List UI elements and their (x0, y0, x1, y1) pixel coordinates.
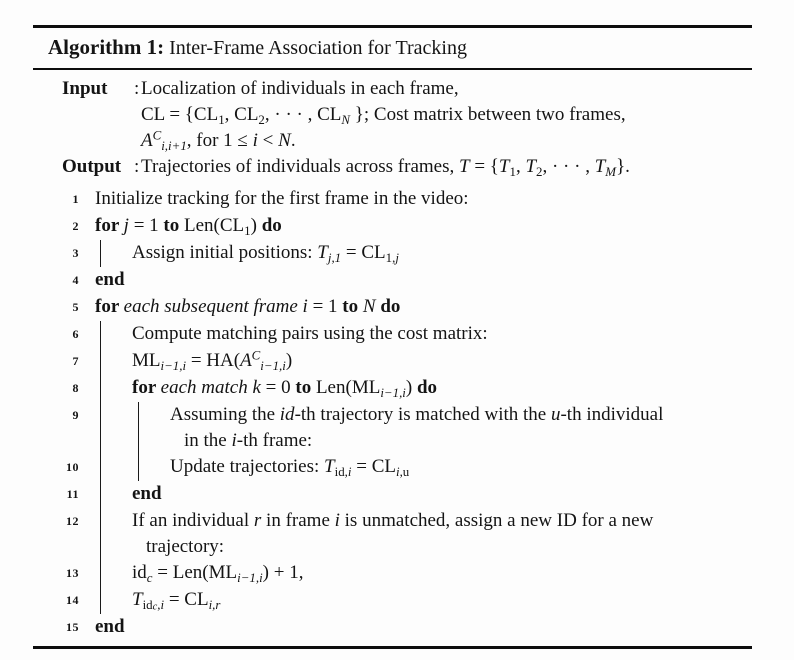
line-number: 15 (66, 620, 79, 634)
algo-line-4 (33, 267, 752, 294)
indent-guide (100, 402, 101, 454)
line-text: for each match k = 0 to $Len(ML_{i-1,i})$ do (132, 377, 438, 401)
indent-guide (138, 454, 139, 481)
line-number: 2 (72, 219, 79, 233)
output-row (62, 154, 752, 180)
line-text: $id_c = Len(ML_{i-1,i}) + 1$, (132, 562, 304, 586)
input-row (62, 76, 752, 154)
line-text: for each subsequent frame i = 1 to N do (95, 296, 401, 317)
line-number: 8 (72, 381, 79, 395)
indent-guide (100, 240, 101, 267)
line-text: If an individual r in frame i is unmatched, assign a new ID for a new trajectory: (132, 510, 654, 557)
line-number: 1 (72, 192, 79, 206)
algorithm-body (33, 186, 752, 646)
algo-line-15 (33, 614, 752, 641)
input-colon: : (134, 78, 140, 99)
algo-line-8 (33, 375, 752, 402)
indent-guide (100, 587, 101, 614)
line-number: 12 (66, 514, 79, 528)
indent-guide (100, 508, 101, 560)
algo-line-13 (33, 560, 752, 587)
algo-line-11 (33, 481, 752, 508)
algo-line-14 (33, 587, 752, 614)
line-number: 3 (72, 246, 79, 260)
input-text: Localization of individuals in each frame, CL = {$CL_1$, $CL_2$, · · · , $CL_N$ }; Cost matrix between two frames, $A^C_{i,i+1}$, for 1 ≤ i < N. (141, 78, 626, 154)
algo-line-5 (33, 294, 752, 321)
algo-line-1 (33, 186, 752, 213)
algorithm-title-text: Inter-Frame Association for Tracking (164, 37, 467, 59)
line-text: Update trajectories: $T_{id,i} = CL_{i,u}$ (170, 456, 410, 480)
line-text: Compute matching pairs using the cost matrix: (132, 323, 488, 344)
line-text: Assign initial positions: $T_{j,1} = CL_{1,j}$ (132, 242, 399, 266)
algo-line-12 (33, 508, 752, 560)
line-number: 14 (66, 593, 79, 607)
algo-line-9 (33, 402, 752, 454)
indent-guide (100, 560, 101, 587)
line-number: 6 (72, 327, 79, 341)
algorithm-title-label: Algorithm 1: (48, 35, 165, 59)
line-number: 9 (72, 408, 79, 422)
output-label: Output (62, 156, 122, 177)
indent-guide (138, 402, 139, 454)
indent-guide (100, 454, 101, 481)
algo-line-7 (33, 348, 752, 375)
indent-guide (100, 481, 101, 508)
indent-guide (100, 375, 101, 402)
algo-line-6 (33, 321, 752, 348)
line-number: 10 (66, 460, 79, 474)
algo-line-2 (33, 213, 752, 240)
line-text: end (95, 269, 125, 290)
algo-line-3 (33, 240, 752, 267)
output-colon: : (134, 156, 140, 177)
indent-guide (100, 348, 101, 375)
input-label: Input (62, 78, 108, 99)
line-number: 7 (72, 354, 79, 368)
line-text: Initialize tracking for the first frame in the video: (95, 188, 469, 209)
line-text: Assuming the id-th trajectory is matched with the u-th individual in the i-th frame: (170, 404, 664, 451)
line-number: 4 (72, 273, 79, 287)
output-text: Trajectories of individuals across frames, $T = \{T_1$, $T_2$, · · · , $T_M$}. (141, 156, 630, 180)
line-number: 13 (66, 566, 79, 580)
line-number: 11 (66, 487, 79, 501)
line-text: $T_{idc,i} = CL_{i,r}$ (132, 589, 221, 613)
indent-guide (100, 321, 101, 348)
line-text: $ML_{i-1,i} = HA(A^C_{i-1,i})$ (132, 347, 293, 374)
line-text: end (132, 483, 162, 504)
algorithm-title (33, 28, 752, 70)
line-text: for j = 1 to $Len(CL_1)$ do (95, 215, 282, 239)
algorithm-box (33, 25, 752, 649)
line-text: end (95, 616, 125, 637)
io-section (33, 70, 752, 186)
line-number: 5 (72, 300, 79, 314)
algo-line-10 (33, 454, 752, 481)
